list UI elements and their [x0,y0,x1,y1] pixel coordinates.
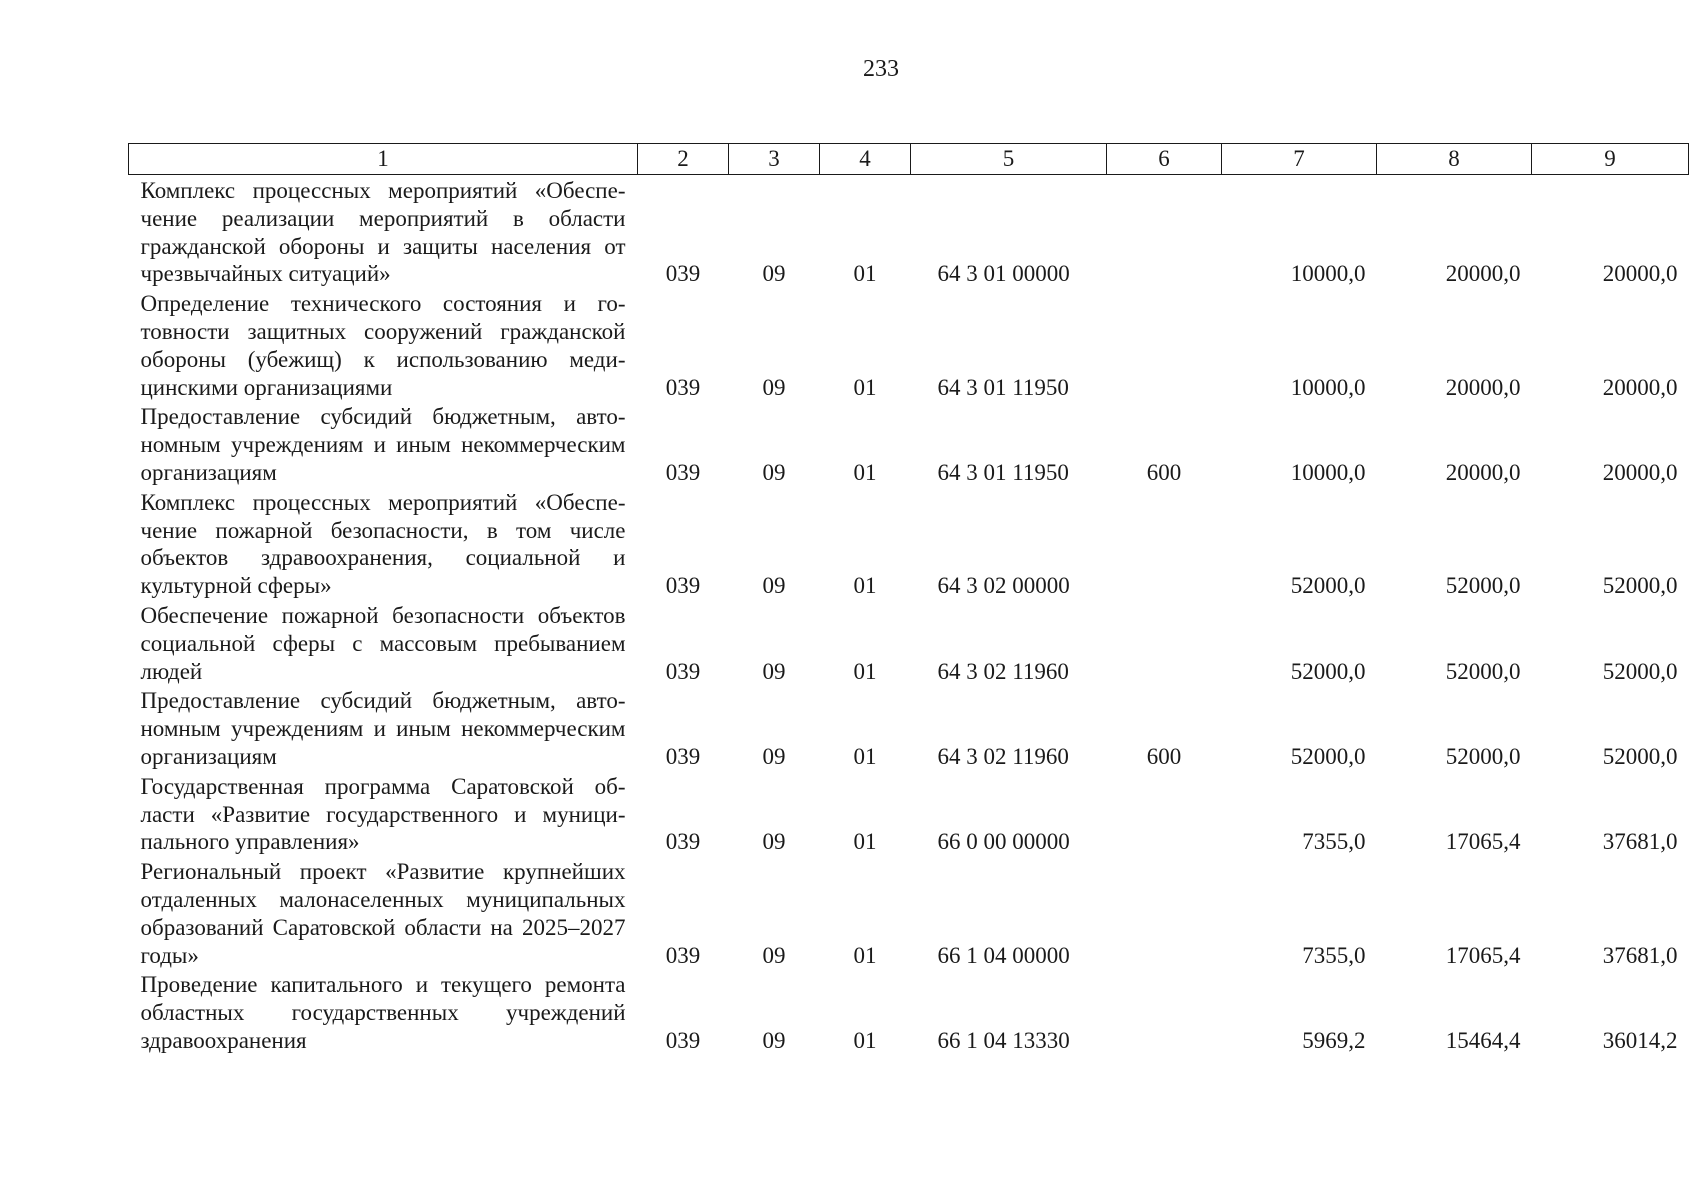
row-description: Обеспечение пожарной безопасности объектов социальной сферы с массовым пребыванием людей [140,602,626,684]
table-row [129,771,1689,856]
cell-col2: 039 [665,1027,701,1053]
cell-col9: 37681,0 [1602,829,1678,855]
cell-col4: 01 [853,374,877,400]
row-description: Государственная программа Саратовской области «Развитие государственного и муниципального управления» [140,773,626,855]
cell-col9: 52000,0 [1602,658,1678,684]
cell-col5: 66 1 04 13330 [937,1027,1070,1053]
cell-col6 [1107,771,1222,856]
column-header: 2 [638,144,729,175]
column-header: 4 [820,144,911,175]
cell-col2: 039 [665,743,701,769]
cell-col2: 039 [665,261,701,287]
cell-col4: 01 [853,658,877,684]
cell-col8: 17065,4 [1445,829,1521,855]
cell-col8: 52000,0 [1445,743,1521,769]
cell-col4: 01 [853,829,877,855]
header-row [129,144,1689,175]
cell-col9: 20000,0 [1602,261,1678,287]
table-row [129,401,1689,486]
cell-col4: 01 [853,942,877,968]
cell-col9: 52000,0 [1602,743,1678,769]
table-row [129,600,1689,685]
cell-col5: 64 3 02 11960 [937,658,1069,684]
cell-col5: 64 3 01 11950 [937,459,1069,485]
table-body [129,175,1689,1055]
cell-col5: 64 3 02 00000 [937,573,1070,599]
column-header: 1 [129,144,638,175]
cell-col2: 039 [665,573,701,599]
table-row [129,685,1689,770]
cell-col3: 09 [762,743,786,769]
cell-col3: 09 [762,459,786,485]
cell-col7: 7355,0 [1302,829,1366,855]
table-row [129,969,1689,1054]
row-description: Определение технического состояния и готовности защитных сооружений гражданской обороны (убежищ) к использованию медицинскими организациями [140,291,626,400]
cell-col2: 039 [665,374,701,400]
cell-col3: 09 [762,261,786,287]
cell-col2: 039 [665,942,701,968]
cell-col5: 64 3 01 00000 [937,261,1070,287]
cell-col9: 36014,2 [1602,1027,1678,1053]
cell-col3: 09 [762,573,786,599]
column-header: 8 [1377,144,1532,175]
cell-col8: 17065,4 [1445,942,1521,968]
cell-col2: 039 [665,658,701,684]
cell-col6: 600 [1146,743,1182,769]
cell-col3: 09 [762,942,786,968]
cell-col6 [1107,288,1222,401]
cell-col4: 01 [853,261,877,287]
cell-col4: 01 [853,459,877,485]
cell-col8: 52000,0 [1445,658,1521,684]
cell-col5: 66 0 00 00000 [937,829,1070,855]
cell-col3: 09 [762,829,786,855]
cell-col7: 52000,0 [1290,658,1366,684]
row-description: Предоставление субсидий бюджетным, автономным учреждениям и иным некоммерческим организациям [140,688,626,769]
cell-col7: 5969,2 [1302,1027,1366,1053]
cell-col3: 09 [762,658,786,684]
cell-col8: 20000,0 [1445,261,1521,287]
cell-col7: 10000,0 [1290,261,1366,287]
cell-col8: 15464,4 [1445,1027,1521,1053]
column-header: 5 [911,144,1107,175]
cell-col5: 64 3 02 11960 [937,743,1069,769]
cell-col7: 52000,0 [1290,743,1366,769]
cell-col7: 10000,0 [1290,374,1366,400]
cell-col5: 66 1 04 00000 [937,942,1070,968]
table-row [129,487,1689,600]
cell-col9: 52000,0 [1602,573,1678,599]
cell-col6 [1107,969,1222,1054]
cell-col4: 01 [853,573,877,599]
cell-col8: 20000,0 [1445,459,1521,485]
row-description: Предоставление субсидий бюджетным, автономным учреждениям и иным некоммерческим организациям [140,404,626,485]
cell-col7: 52000,0 [1290,573,1366,599]
cell-col9: 37681,0 [1602,942,1678,968]
column-header: 9 [1532,144,1689,175]
table-row [129,175,1689,289]
cell-col3: 09 [762,374,786,400]
cell-col6: 600 [1146,459,1182,485]
cell-col4: 01 [853,743,877,769]
row-description: Комплекс процессных мероприятий «Обеспечение реализации мероприятий в области гражданской обороны и защиты населения от чрезвычайных ситуаций» [140,178,626,287]
page-number: 233 [863,56,899,82]
cell-col9: 20000,0 [1602,459,1678,485]
column-header: 6 [1107,144,1222,175]
row-description: Проведение капитального и текущего ремонта областных государственных учреждений здравоохранения [140,972,626,1053]
table-header [129,144,1689,175]
table-row [129,856,1689,969]
row-description: Комплекс процессных мероприятий «Обеспечение пожарной безопасности, в том числе объектов здравоохранения, социальной и культурной сферы» [140,489,626,599]
cell-col7: 7355,0 [1302,942,1366,968]
cell-col2: 039 [665,829,701,855]
row-description: Региональный проект «Развитие крупнейших отдаленных малонаселенных муниципальных образований Саратовской области на 2025–2027 годы» [140,859,626,968]
cell-col6 [1107,487,1222,600]
cell-col2: 039 [665,459,701,485]
budget-table [128,143,1689,1055]
table-row [129,288,1689,401]
cell-col4: 01 [853,1027,877,1053]
cell-col8: 20000,0 [1445,374,1521,400]
cell-col5: 64 3 01 11950 [937,374,1069,400]
cell-col6 [1107,175,1222,289]
cell-col6 [1107,600,1222,685]
column-header: 3 [729,144,820,175]
cell-col3: 09 [762,1027,786,1053]
cell-col9: 20000,0 [1602,374,1678,400]
cell-col6 [1107,856,1222,969]
cell-col7: 10000,0 [1290,459,1366,485]
cell-col8: 52000,0 [1445,573,1521,599]
column-header: 7 [1222,144,1377,175]
